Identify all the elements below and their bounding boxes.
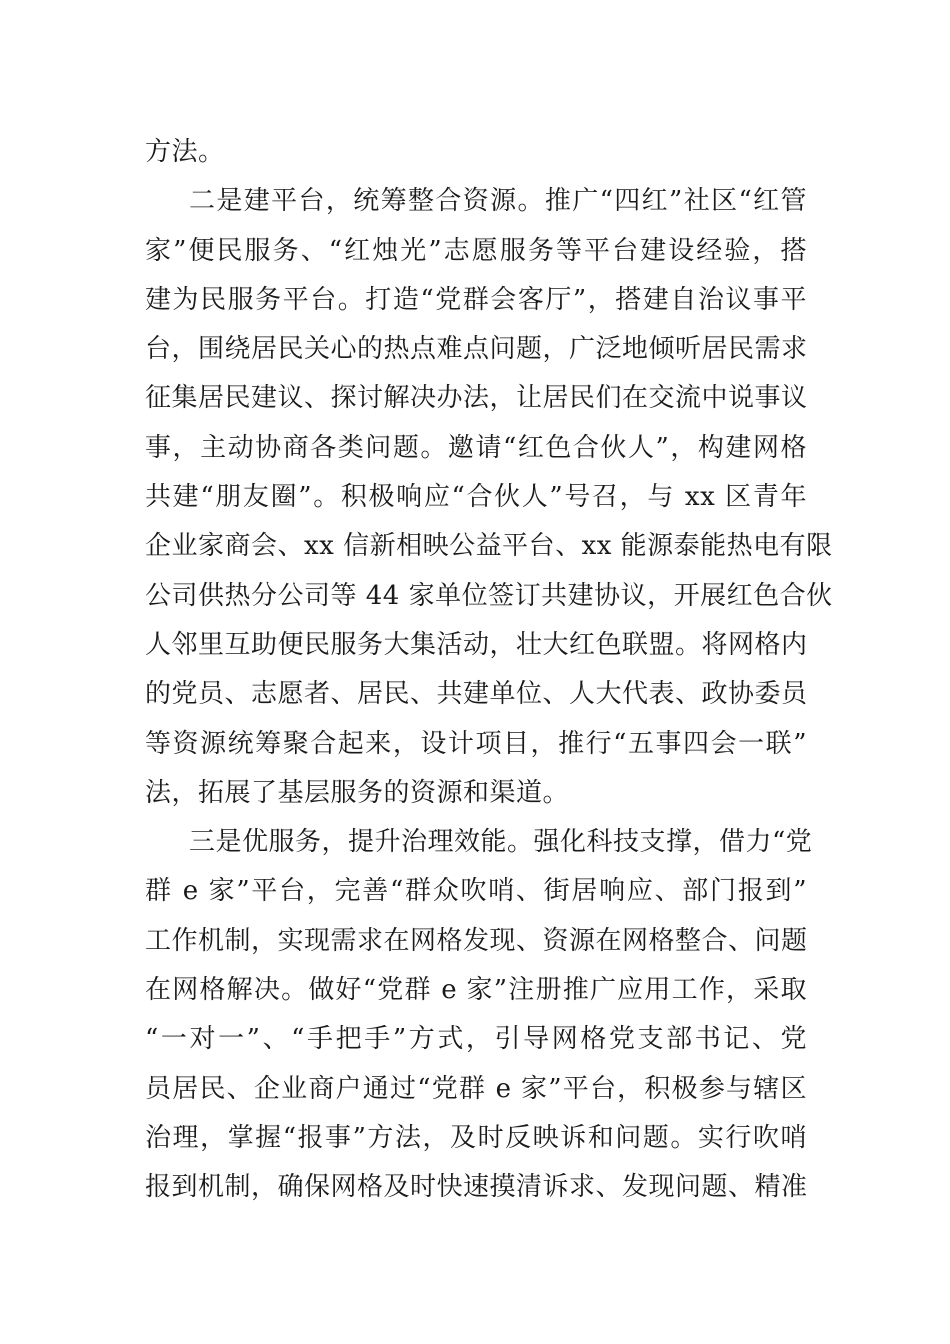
text-line: 二是建平台，统筹整合资源。推广“四红”社区“红管 [189, 186, 807, 217]
text-line: 的党员、志愿者、居民、共建单位、人大代表、政协委员 [145, 679, 808, 710]
paragraph-optimize-service [145, 818, 813, 1212]
text-line: 治理，掌握“报事”方法，及时反映诉和问题。实行吹哨 [145, 1122, 807, 1153]
text-line: 三是优服务，提升治理效能。强化科技支撑，借力“党 [189, 827, 813, 858]
paragraph-continuation [145, 128, 807, 177]
text-line: 共建“朋友圈”。积极响应“合伙人”号召，与 xx 区青年 [145, 482, 807, 513]
paragraph-build-platform [145, 177, 833, 818]
text-line: 征集居民建议、探讨解决办法，让居民们在交流中说事议 [145, 383, 808, 414]
text-line: 事，主动协商各类问题。邀请“红色合伙人”，构建网格 [145, 432, 807, 463]
text-line: 报到机制，确保网格及时快速摸清诉求、发现问题、精准 [145, 1172, 808, 1203]
text-line: 群 e 家”平台，完善“群众吹哨、街居响应、部门报到” [145, 876, 807, 907]
text-line: 建为民服务平台。打造“党群会客厅”，搭建自治议事平 [145, 284, 807, 315]
text-line: 法，拓展了基层服务的资源和渠道。 [145, 777, 570, 808]
text-line: 方法。 [145, 137, 225, 167]
text-line: “一对一”、“手把手”方式，引导网格党支部书记、党 [145, 1024, 807, 1055]
text-line: 家”便民服务、“红烛光”志愿服务等平台建设经验，搭 [145, 235, 807, 266]
document-body [145, 128, 833, 1213]
text-line: 企业家商会、xx 信新相映公益平台、xx 能源泰能热电有限 [145, 531, 833, 562]
text-line: 公司供热分公司等 44 家单位签订共建协议，开展红色合伙 [145, 580, 833, 611]
text-line: 员居民、企业商户通过“党群 e 家”平台，积极参与辖区 [145, 1073, 807, 1104]
text-line: 台，围绕居民关心的热点难点问题，广泛地倾听居民需求 [145, 334, 808, 365]
text-line: 人邻里互助便民服务大集活动，壮大红色联盟。将网格内 [145, 629, 808, 660]
text-line: 工作机制，实现需求在网格发现、资源在网格整合、问题 [145, 925, 808, 956]
text-line: 在网格解决。做好“党群 e 家”注册推广应用工作，采取 [145, 975, 807, 1006]
text-line: 等资源统筹聚合起来，设计项目，推行“五事四会一联” [145, 728, 807, 759]
